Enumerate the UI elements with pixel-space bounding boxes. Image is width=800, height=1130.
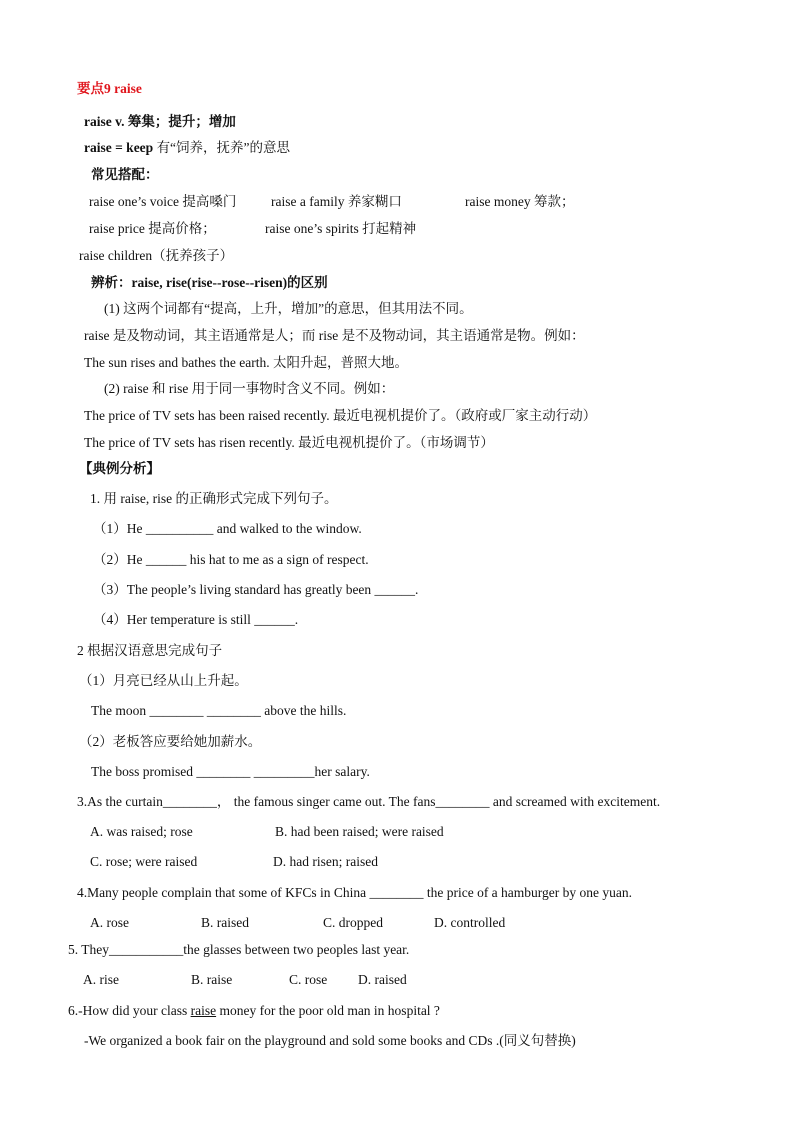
question-2: 2 根据汉语意思完成句子 bbox=[77, 643, 223, 658]
question-1-item: （1）He __________ and walked to the window. bbox=[93, 521, 362, 536]
collocation-row-3: raise children（抚养孩子） bbox=[79, 248, 234, 263]
analysis-point-2: (2) raise 和 rise 用于同一事物时含义不同。例如： bbox=[104, 381, 395, 396]
question-2-item: The boss promised ________ _________her salary. bbox=[91, 764, 370, 779]
collocation-item: raise money 筹款； bbox=[465, 194, 575, 209]
option: C. rose bbox=[289, 972, 328, 987]
option: A. rose bbox=[90, 915, 129, 930]
question-6-post: money for the poor old man in hospital ? bbox=[216, 1003, 440, 1018]
option: D. raised bbox=[358, 972, 407, 987]
question-2-item: （2）老板答应要给她加薪水。 bbox=[79, 734, 262, 749]
question-1-item: （4）Her temperature is still ______. bbox=[93, 612, 299, 627]
option: C. dropped bbox=[323, 915, 383, 930]
question-6 bbox=[68, 1002, 440, 1020]
option: B. had been raised; were raised bbox=[275, 824, 444, 839]
question-6-pre: 6.-How did your class bbox=[68, 1003, 191, 1018]
analysis-title: 辨析：raise, rise(rise--rose--risen)的区别 bbox=[91, 275, 328, 290]
option: A. rise bbox=[83, 972, 119, 987]
analysis-point-2-example-a: The price of TV sets has been raised recently. 最近电视机提价了。（政府或厂家主动行动） bbox=[84, 408, 597, 423]
option: B. raise bbox=[191, 972, 233, 987]
keep-line-bold: raise = keep bbox=[84, 140, 154, 155]
analysis-point-2-example-b: The price of TV sets has risen recently. 最近电视机提价了。（市场调节） bbox=[84, 435, 494, 450]
question-1: 1. 用 raise, rise 的正确形式完成下列句子。 bbox=[90, 491, 338, 506]
keep-line-rest: 有“饲养，抚养”的意思 bbox=[153, 140, 291, 155]
analysis-point-1-example: The sun rises and bathes the earth. 太阳升起，普照大地。 bbox=[84, 355, 408, 370]
examples-title: 【典例分析】 bbox=[79, 461, 160, 476]
section-heading: 要点9 raise bbox=[77, 81, 142, 96]
collocation-item: raise price 提高价格； bbox=[89, 221, 216, 236]
option: A. was raised; rose bbox=[90, 824, 193, 839]
collocation-title: 常见搭配： bbox=[91, 167, 159, 182]
question-2-item: （1）月亮已经从山上升起。 bbox=[79, 673, 248, 688]
analysis-point-1: (1) 这两个词都有“提高，上升，增加”的意思，但其用法不同。 bbox=[104, 301, 473, 316]
question-1-item: （2）He ______ his hat to me as a sign of respect. bbox=[93, 552, 369, 567]
option: D. controlled bbox=[434, 915, 506, 930]
option: B. raised bbox=[201, 915, 249, 930]
keep-line bbox=[84, 139, 290, 157]
question-5: 5. They___________the glasses between two peoples last year. bbox=[68, 942, 410, 957]
option: D. had risen; raised bbox=[273, 854, 378, 869]
option: C. rose; were raised bbox=[90, 854, 198, 869]
collocation-item: raise one’s spirits 打起精神 bbox=[265, 221, 417, 236]
question-3: 3.As the curtain________， the famous singer came out. The fans________ and screamed with excitement. bbox=[77, 794, 661, 809]
definition-line: raise v. 筹集；提升；增加 bbox=[84, 114, 236, 129]
collocation-item: raise one’s voice 提高嗓门 bbox=[89, 194, 237, 209]
collocation-item: raise a family 养家糊口 bbox=[271, 194, 402, 209]
question-6-underlined-word: raise bbox=[190, 1003, 217, 1018]
question-1-item: （3）The people’s living standard has greatly been ______. bbox=[93, 582, 419, 597]
question-4: 4.Many people complain that some of KFCs in China ________ the price of a hamburger by one yuan. bbox=[77, 885, 633, 900]
question-6-line-2: -We organized a book fair on the playground and sold some books and CDs .(同义句替换) bbox=[84, 1033, 576, 1048]
analysis-point-1-detail: raise 是及物动词，其主语通常是人；而 rise 是不及物动词，其主语通常是物。例如： bbox=[84, 328, 585, 343]
question-2-item: The moon ________ ________ above the hills. bbox=[91, 703, 347, 718]
